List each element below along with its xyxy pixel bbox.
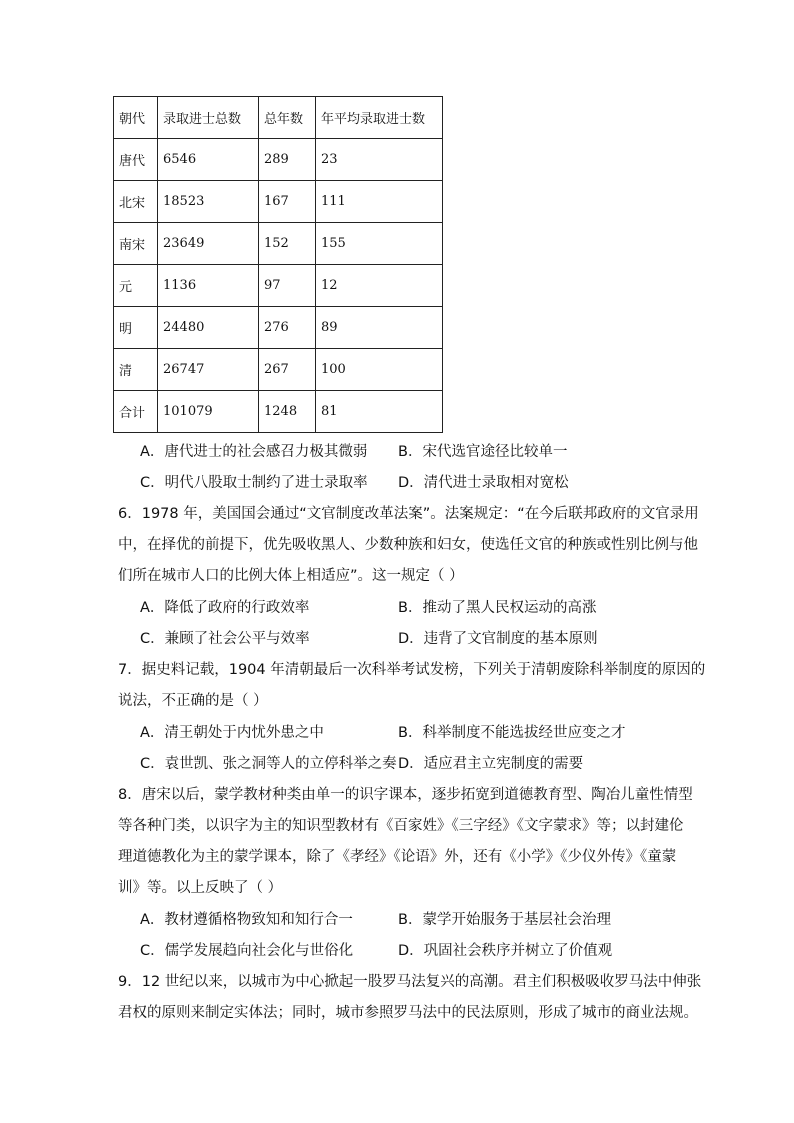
- q5-options-row-1: [140, 440, 700, 464]
- q6-option-d[interactable]: D．违背了文官制度的基本原则: [398, 631, 598, 647]
- table-cell: 289: [259, 139, 316, 181]
- table-header-cell: 录取进士总数: [158, 97, 259, 139]
- question-line: 说法，不正确的是（ ）: [118, 693, 268, 709]
- q7-option-c[interactable]: C．袁世凯、张之洞等人的立停科举之奏: [140, 756, 397, 772]
- table-cell: 清: [114, 349, 158, 391]
- question-line: 7．据史料记载，1904 年清朝最后一次科举考试发榜，下列关于清朝废除科举制度的原因的: [118, 662, 706, 678]
- table-cell: 明: [114, 307, 158, 349]
- q5-options-row-2: [140, 471, 700, 495]
- table-cell: 唐代: [114, 139, 158, 181]
- q8-option-a[interactable]: A．教材遵循格物致知和知行合一: [140, 912, 353, 928]
- table-cell: 18523: [158, 181, 259, 223]
- q8-options-row-2: [140, 939, 700, 963]
- table-header-cell: 朝代: [114, 97, 158, 139]
- jinshi-table: [113, 96, 443, 433]
- q6-options-row-1: [140, 596, 700, 620]
- table-cell: 152: [259, 223, 316, 265]
- table-cell: 267: [259, 349, 316, 391]
- q6-option-b[interactable]: B．推动了黑人民权运动的高涨: [398, 600, 597, 616]
- q8-option-d[interactable]: D．巩固社会秩序并树立了价值观: [398, 943, 613, 959]
- table-cell: 北宋: [114, 181, 158, 223]
- table-cell: 276: [259, 307, 316, 349]
- table-cell: 101079: [158, 391, 259, 433]
- q8-options-row-1: [140, 908, 700, 932]
- question-6: [118, 499, 699, 592]
- table-row: [114, 391, 443, 433]
- question-line: 等各种门类，以识字为主的知识型教材有《百家姓》《三字经》《文字蒙求》等；以封建伦: [118, 818, 684, 834]
- table-row: [114, 349, 443, 391]
- q5-option-b[interactable]: B．宋代选官途径比较单一: [398, 444, 568, 460]
- question-line: 中，在择优的前提下，优先吸收黑人、少数种族和妇女，使选任文官的种族或性别比例与他: [118, 537, 698, 553]
- table-cell: 26747: [158, 349, 259, 391]
- q6-option-c[interactable]: C．兼顾了社会公平与效率: [140, 631, 310, 647]
- table-cell: 100: [316, 349, 443, 391]
- table-cell: 23649: [158, 223, 259, 265]
- table-cell: 南宋: [114, 223, 158, 265]
- table-cell: 23: [316, 139, 443, 181]
- table-header-row: [114, 97, 443, 139]
- table-cell: 1136: [158, 265, 259, 307]
- question-line: 8．唐宋以后，蒙学教材种类由单一的识字课本，逐步拓宽到道德教育型、陶冶儿童性情型: [118, 787, 693, 803]
- table-row: [114, 181, 443, 223]
- q7-options-row-1: [140, 721, 700, 745]
- table-cell: 6546: [158, 139, 259, 181]
- table-cell: 81: [316, 391, 443, 433]
- table-row: [114, 265, 443, 307]
- table-cell: 12: [316, 265, 443, 307]
- question-line: 理道德教化为主的蒙学课本，除了《孝经》《论语》外，还有《小学》《少仪外传》《童蒙: [118, 849, 677, 865]
- question-line: 君权的原则来制定实体法；同时，城市参照罗马法中的民法原则，形成了城市的商业法规。: [118, 1005, 698, 1021]
- table-cell: 97: [259, 265, 316, 307]
- question-9: [118, 967, 702, 1029]
- q6-option-a[interactable]: A．降低了政府的行政效率: [140, 600, 310, 616]
- table-cell: 167: [259, 181, 316, 223]
- table-cell: 24480: [158, 307, 259, 349]
- table-cell: 合计: [114, 391, 158, 433]
- question-line: 训》等。以上反映了（ ）: [118, 880, 283, 896]
- question-line: 9．12 世纪以来，以城市为中心掀起一股罗马法复兴的高潮。君主们积极吸收罗马法中伸张: [118, 974, 702, 990]
- q5-option-c[interactable]: C．明代八股取士制约了进士录取率: [140, 475, 368, 491]
- question-8: [118, 780, 693, 904]
- q5-option-d[interactable]: D．清代进士录取相对宽松: [398, 475, 569, 491]
- table-header-cell: 年平均录取进士数: [316, 97, 443, 139]
- table-cell: 89: [316, 307, 443, 349]
- table-cell: 111: [316, 181, 443, 223]
- table-row: [114, 223, 443, 265]
- question-line: 们所在城市人口的比例大体上相适应”。这一规定（ ）: [118, 568, 464, 584]
- q7-options-row-2: [140, 752, 700, 776]
- table-cell: 155: [316, 223, 443, 265]
- table-row: [114, 307, 443, 349]
- table-row: [114, 139, 443, 181]
- table-cell: 1248: [259, 391, 316, 433]
- q6-options-row-2: [140, 627, 700, 651]
- q8-option-c[interactable]: C．儒学发展趋向社会化与世俗化: [140, 943, 354, 959]
- q7-option-b[interactable]: B．科举制度不能选拔经世应变之才: [398, 725, 626, 741]
- table-cell: 元: [114, 265, 158, 307]
- q8-option-b[interactable]: B．蒙学开始服务于基层社会治理: [398, 912, 611, 928]
- q7-option-a[interactable]: A．清王朝处于内忧外患之中: [140, 725, 324, 741]
- question-line: 6．1978 年，美国国会通过“文官制度改革法案”。法案规定：“在今后联邦政府的文官录用: [118, 506, 699, 522]
- q5-option-a[interactable]: A．唐代进士的社会感召力极其微弱: [140, 444, 368, 460]
- table-header-cell: 总年数: [259, 97, 316, 139]
- question-7: [118, 655, 706, 717]
- q7-option-d[interactable]: D．适应君主立宪制度的需要: [398, 756, 584, 772]
